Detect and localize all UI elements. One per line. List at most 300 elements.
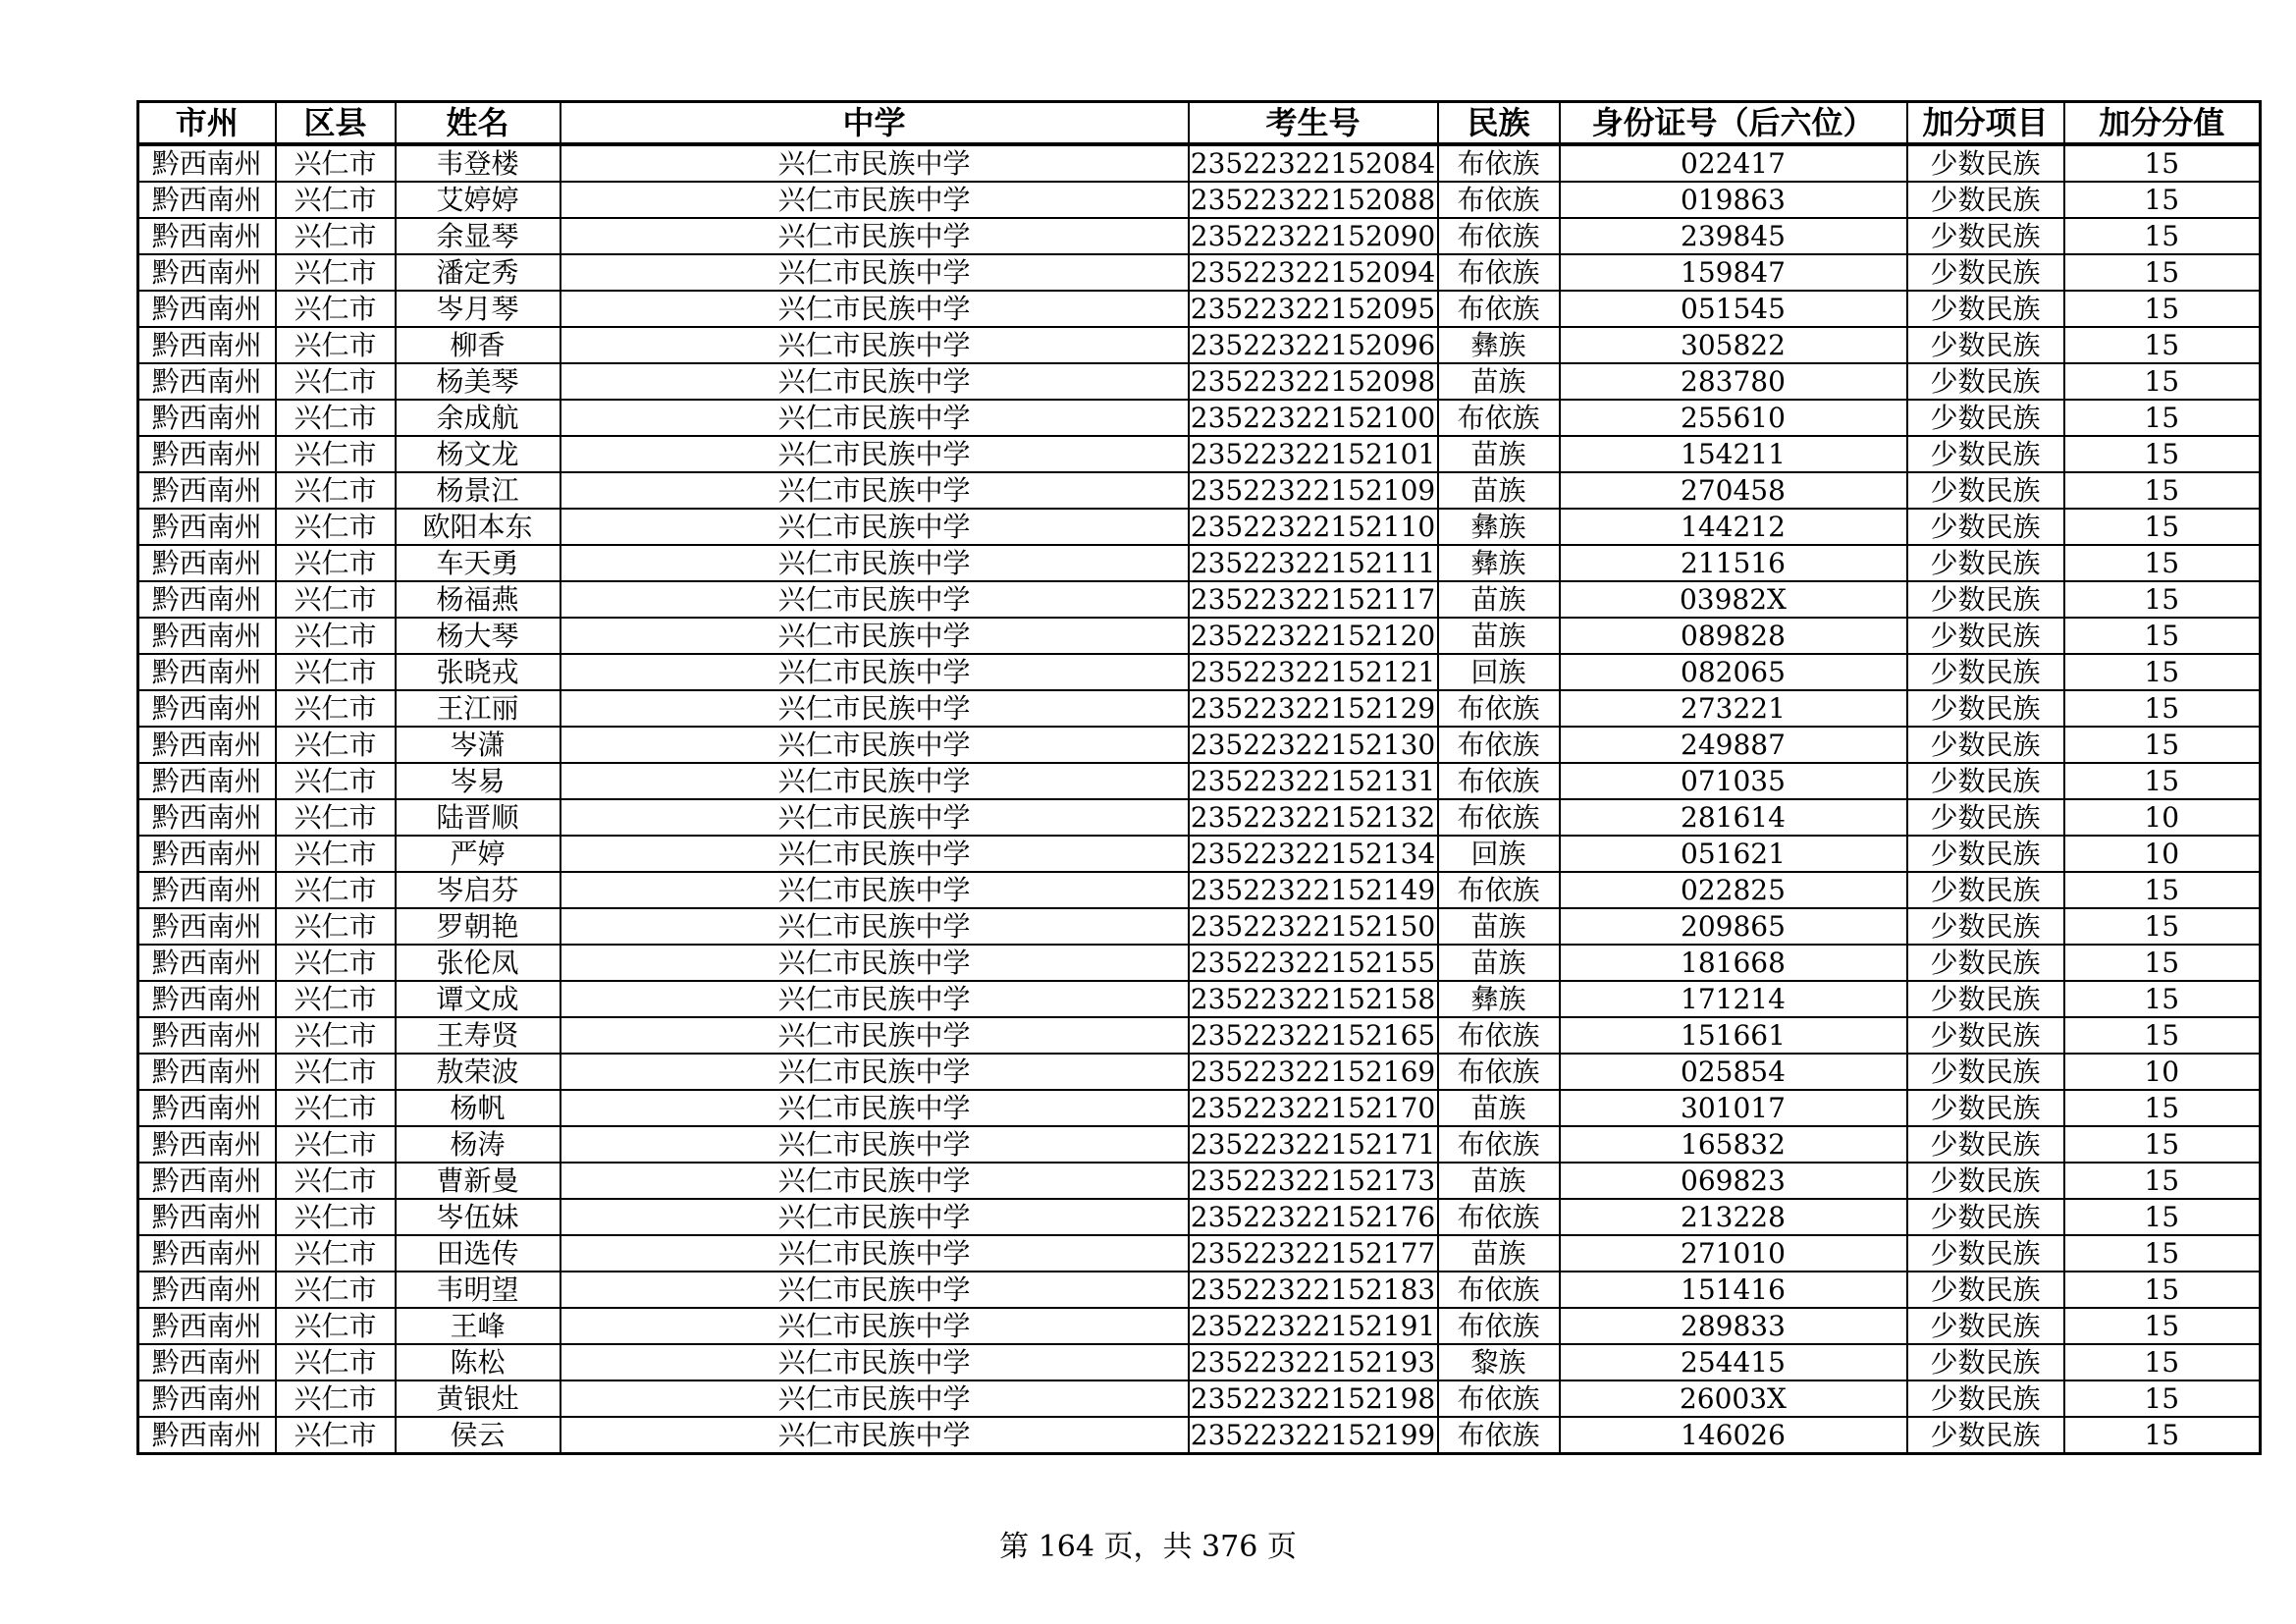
table-row <box>138 727 2261 763</box>
cell-ethnicity: 苗族 <box>1438 908 1560 945</box>
cell-ethnicity: 彝族 <box>1438 545 1560 581</box>
cell-school: 兴仁市民族中学 <box>561 1199 1189 1235</box>
cell-bonus-points: 15 <box>2064 981 2261 1017</box>
cell-district: 兴仁市 <box>276 799 396 836</box>
cell-bonus-item: 少数民族 <box>1907 581 2064 618</box>
cell-ethnicity: 布依族 <box>1438 291 1560 327</box>
cell-name: 黄银灶 <box>396 1380 561 1417</box>
cell-exam-number: 23522322152158 <box>1189 981 1438 1017</box>
cell-school: 兴仁市民族中学 <box>561 400 1189 436</box>
cell-district: 兴仁市 <box>276 182 396 218</box>
cell-city: 黔西南州 <box>138 472 276 509</box>
cell-exam-number: 23522322152165 <box>1189 1017 1438 1054</box>
cell-school: 兴仁市民族中学 <box>561 1380 1189 1417</box>
cell-bonus-points: 15 <box>2064 1380 2261 1417</box>
cell-exam-number: 23522322152101 <box>1189 436 1438 472</box>
cell-district: 兴仁市 <box>276 327 396 363</box>
cell-city: 黔西南州 <box>138 545 276 581</box>
cell-ethnicity: 布依族 <box>1438 1199 1560 1235</box>
cell-id-last-six: 022825 <box>1560 872 1907 908</box>
header-id-last-six: 身份证号（后六位） <box>1560 102 1907 145</box>
cell-ethnicity: 回族 <box>1438 836 1560 872</box>
cell-bonus-item: 少数民族 <box>1907 836 2064 872</box>
cell-name: 岑月琴 <box>396 291 561 327</box>
cell-name: 杨帆 <box>396 1090 561 1126</box>
table-row <box>138 291 2261 327</box>
cell-school: 兴仁市民族中学 <box>561 763 1189 799</box>
cell-name: 王江丽 <box>396 690 561 727</box>
cell-school: 兴仁市民族中学 <box>561 327 1189 363</box>
cell-district: 兴仁市 <box>276 654 396 690</box>
table-row <box>138 1163 2261 1199</box>
cell-ethnicity: 布依族 <box>1438 872 1560 908</box>
table-row <box>138 581 2261 618</box>
cell-id-last-six: 171214 <box>1560 981 1907 1017</box>
cell-city: 黔西南州 <box>138 618 276 654</box>
cell-ethnicity: 布依族 <box>1438 1417 1560 1454</box>
cell-district: 兴仁市 <box>276 363 396 400</box>
cell-bonus-item: 少数民族 <box>1907 218 2064 254</box>
cell-city: 黔西南州 <box>138 1344 276 1380</box>
cell-district: 兴仁市 <box>276 836 396 872</box>
cell-district: 兴仁市 <box>276 618 396 654</box>
cell-id-last-six: 154211 <box>1560 436 1907 472</box>
cell-school: 兴仁市民族中学 <box>561 1417 1189 1454</box>
cell-bonus-item: 少数民族 <box>1907 327 2064 363</box>
cell-name: 岑易 <box>396 763 561 799</box>
bonus-points-table <box>136 100 2262 1455</box>
header-school: 中学 <box>561 102 1189 145</box>
cell-ethnicity: 苗族 <box>1438 1163 1560 1199</box>
cell-school: 兴仁市民族中学 <box>561 218 1189 254</box>
cell-ethnicity: 黎族 <box>1438 1344 1560 1380</box>
cell-bonus-item: 少数民族 <box>1907 1380 2064 1417</box>
table-body <box>138 144 2261 1454</box>
cell-name: 艾婷婷 <box>396 182 561 218</box>
cell-bonus-item: 少数民族 <box>1907 1017 2064 1054</box>
cell-city: 黔西南州 <box>138 509 276 545</box>
cell-city: 黔西南州 <box>138 727 276 763</box>
cell-exam-number: 23522322152198 <box>1189 1380 1438 1417</box>
cell-bonus-item: 少数民族 <box>1907 472 2064 509</box>
cell-exam-number: 23522322152121 <box>1189 654 1438 690</box>
cell-name: 杨大琴 <box>396 618 561 654</box>
cell-bonus-item: 少数民族 <box>1907 1199 2064 1235</box>
cell-ethnicity: 布依族 <box>1438 254 1560 291</box>
table-row <box>138 690 2261 727</box>
cell-school: 兴仁市民族中学 <box>561 144 1189 182</box>
cell-district: 兴仁市 <box>276 1126 396 1163</box>
cell-exam-number: 23522322152155 <box>1189 945 1438 981</box>
cell-city: 黔西南州 <box>138 799 276 836</box>
cell-id-last-six: 283780 <box>1560 363 1907 400</box>
cell-district: 兴仁市 <box>276 1272 396 1308</box>
cell-city: 黔西南州 <box>138 836 276 872</box>
cell-district: 兴仁市 <box>276 1054 396 1090</box>
header-name: 姓名 <box>396 102 561 145</box>
table-row <box>138 472 2261 509</box>
cell-exam-number: 23522322152177 <box>1189 1235 1438 1272</box>
cell-bonus-points: 15 <box>2064 472 2261 509</box>
cell-bonus-item: 少数民族 <box>1907 254 2064 291</box>
cell-city: 黔西南州 <box>138 1163 276 1199</box>
cell-school: 兴仁市民族中学 <box>561 182 1189 218</box>
cell-bonus-item: 少数民族 <box>1907 509 2064 545</box>
table-row <box>138 1199 2261 1235</box>
cell-name: 敖荣波 <box>396 1054 561 1090</box>
cell-name: 曹新曼 <box>396 1163 561 1199</box>
cell-school: 兴仁市民族中学 <box>561 254 1189 291</box>
table-row <box>138 1126 2261 1163</box>
cell-city: 黔西南州 <box>138 327 276 363</box>
cell-bonus-points: 15 <box>2064 872 2261 908</box>
cell-bonus-item: 少数民族 <box>1907 727 2064 763</box>
table-row <box>138 981 2261 1017</box>
cell-city: 黔西南州 <box>138 400 276 436</box>
cell-bonus-points: 15 <box>2064 182 2261 218</box>
table-row <box>138 1272 2261 1308</box>
cell-city: 黔西南州 <box>138 144 276 182</box>
cell-district: 兴仁市 <box>276 1199 396 1235</box>
cell-school: 兴仁市民族中学 <box>561 1090 1189 1126</box>
cell-name: 陈松 <box>396 1344 561 1380</box>
cell-city: 黔西南州 <box>138 1017 276 1054</box>
cell-city: 黔西南州 <box>138 1308 276 1344</box>
table-row <box>138 1380 2261 1417</box>
cell-bonus-item: 少数民族 <box>1907 763 2064 799</box>
cell-school: 兴仁市民族中学 <box>561 436 1189 472</box>
cell-id-last-six: 051621 <box>1560 836 1907 872</box>
cell-id-last-six: 249887 <box>1560 727 1907 763</box>
cell-school: 兴仁市民族中学 <box>561 1054 1189 1090</box>
cell-id-last-six: 271010 <box>1560 1235 1907 1272</box>
cell-id-last-six: 26003X <box>1560 1380 1907 1417</box>
cell-district: 兴仁市 <box>276 1235 396 1272</box>
cell-city: 黔西南州 <box>138 182 276 218</box>
cell-name: 张伦凤 <box>396 945 561 981</box>
cell-exam-number: 23522322152098 <box>1189 363 1438 400</box>
cell-bonus-points: 15 <box>2064 254 2261 291</box>
cell-id-last-six: 151661 <box>1560 1017 1907 1054</box>
cell-bonus-points: 15 <box>2064 908 2261 945</box>
cell-id-last-six: 019863 <box>1560 182 1907 218</box>
cell-name: 陆晋顺 <box>396 799 561 836</box>
cell-city: 黔西南州 <box>138 1090 276 1126</box>
cell-ethnicity: 布依族 <box>1438 1380 1560 1417</box>
cell-bonus-points: 15 <box>2064 1017 2261 1054</box>
cell-bonus-item: 少数民族 <box>1907 690 2064 727</box>
cell-exam-number: 23522322152134 <box>1189 836 1438 872</box>
cell-exam-number: 23522322152149 <box>1189 872 1438 908</box>
cell-id-last-six: 144212 <box>1560 509 1907 545</box>
cell-bonus-item: 少数民族 <box>1907 799 2064 836</box>
cell-ethnicity: 彝族 <box>1438 981 1560 1017</box>
cell-exam-number: 23522322152191 <box>1189 1308 1438 1344</box>
cell-exam-number: 23522322152176 <box>1189 1199 1438 1235</box>
cell-district: 兴仁市 <box>276 581 396 618</box>
cell-bonus-item: 少数民族 <box>1907 1235 2064 1272</box>
header-ethnicity: 民族 <box>1438 102 1560 145</box>
cell-bonus-item: 少数民族 <box>1907 363 2064 400</box>
table-row <box>138 363 2261 400</box>
cell-exam-number: 23522322152183 <box>1189 1272 1438 1308</box>
cell-name: 杨福燕 <box>396 581 561 618</box>
cell-name: 王寿贤 <box>396 1017 561 1054</box>
cell-school: 兴仁市民族中学 <box>561 799 1189 836</box>
cell-district: 兴仁市 <box>276 436 396 472</box>
cell-district: 兴仁市 <box>276 1417 396 1454</box>
cell-exam-number: 23522322152110 <box>1189 509 1438 545</box>
cell-exam-number: 23522322152094 <box>1189 254 1438 291</box>
cell-school: 兴仁市民族中学 <box>561 1017 1189 1054</box>
cell-bonus-points: 15 <box>2064 1417 2261 1454</box>
cell-bonus-points: 15 <box>2064 1272 2261 1308</box>
cell-id-last-six: 305822 <box>1560 327 1907 363</box>
cell-ethnicity: 布依族 <box>1438 1017 1560 1054</box>
cell-city: 黔西南州 <box>138 908 276 945</box>
cell-bonus-item: 少数民族 <box>1907 436 2064 472</box>
cell-id-last-six: 069823 <box>1560 1163 1907 1199</box>
cell-school: 兴仁市民族中学 <box>561 727 1189 763</box>
cell-id-last-six: 209865 <box>1560 908 1907 945</box>
cell-id-last-six: 289833 <box>1560 1308 1907 1344</box>
cell-exam-number: 23522322152120 <box>1189 618 1438 654</box>
cell-exam-number: 23522322152169 <box>1189 1054 1438 1090</box>
cell-exam-number: 23522322152130 <box>1189 727 1438 763</box>
cell-city: 黔西南州 <box>138 981 276 1017</box>
cell-exam-number: 23522322152171 <box>1189 1126 1438 1163</box>
cell-name: 岑潇 <box>396 727 561 763</box>
cell-bonus-item: 少数民族 <box>1907 182 2064 218</box>
cell-bonus-points: 15 <box>2064 1308 2261 1344</box>
table-row <box>138 182 2261 218</box>
cell-ethnicity: 布依族 <box>1438 1054 1560 1090</box>
cell-ethnicity: 布依族 <box>1438 218 1560 254</box>
cell-district: 兴仁市 <box>276 509 396 545</box>
cell-name: 田选传 <box>396 1235 561 1272</box>
cell-ethnicity: 布依族 <box>1438 400 1560 436</box>
cell-district: 兴仁市 <box>276 545 396 581</box>
cell-bonus-item: 少数民族 <box>1907 872 2064 908</box>
table-row <box>138 400 2261 436</box>
table-row <box>138 1054 2261 1090</box>
cell-exam-number: 23522322152132 <box>1189 799 1438 836</box>
cell-city: 黔西南州 <box>138 254 276 291</box>
cell-id-last-six: 022417 <box>1560 144 1907 182</box>
cell-bonus-item: 少数民族 <box>1907 1090 2064 1126</box>
cell-exam-number: 23522322152131 <box>1189 763 1438 799</box>
cell-district: 兴仁市 <box>276 291 396 327</box>
cell-district: 兴仁市 <box>276 763 396 799</box>
table-row <box>138 436 2261 472</box>
cell-bonus-points: 15 <box>2064 618 2261 654</box>
table-row <box>138 618 2261 654</box>
cell-bonus-item: 少数民族 <box>1907 1054 2064 1090</box>
cell-bonus-points: 15 <box>2064 581 2261 618</box>
cell-district: 兴仁市 <box>276 981 396 1017</box>
cell-bonus-points: 15 <box>2064 509 2261 545</box>
cell-ethnicity: 布依族 <box>1438 690 1560 727</box>
cell-school: 兴仁市民族中学 <box>561 509 1189 545</box>
table-row <box>138 763 2261 799</box>
cell-ethnicity: 苗族 <box>1438 945 1560 981</box>
cell-district: 兴仁市 <box>276 254 396 291</box>
table-row <box>138 1344 2261 1380</box>
header-bonus-item: 加分项目 <box>1907 102 2064 145</box>
cell-district: 兴仁市 <box>276 400 396 436</box>
header-exam-number: 考生号 <box>1189 102 1438 145</box>
cell-school: 兴仁市民族中学 <box>561 1163 1189 1199</box>
cell-bonus-item: 少数民族 <box>1907 654 2064 690</box>
cell-school: 兴仁市民族中学 <box>561 363 1189 400</box>
cell-bonus-item: 少数民族 <box>1907 400 2064 436</box>
cell-name: 侯云 <box>396 1417 561 1454</box>
cell-school: 兴仁市民族中学 <box>561 690 1189 727</box>
cell-city: 黔西南州 <box>138 291 276 327</box>
cell-id-last-six: 025854 <box>1560 1054 1907 1090</box>
cell-ethnicity: 布依族 <box>1438 763 1560 799</box>
cell-name: 车天勇 <box>396 545 561 581</box>
cell-name: 柳香 <box>396 327 561 363</box>
table-row <box>138 327 2261 363</box>
table-row <box>138 872 2261 908</box>
cell-id-last-six: 239845 <box>1560 218 1907 254</box>
cell-ethnicity: 布依族 <box>1438 1126 1560 1163</box>
cell-exam-number: 23522322152090 <box>1189 218 1438 254</box>
cell-name: 罗朝艳 <box>396 908 561 945</box>
cell-ethnicity: 苗族 <box>1438 581 1560 618</box>
cell-bonus-points: 15 <box>2064 218 2261 254</box>
cell-name: 韦登楼 <box>396 144 561 182</box>
cell-city: 黔西南州 <box>138 1272 276 1308</box>
cell-bonus-points: 15 <box>2064 327 2261 363</box>
cell-ethnicity: 回族 <box>1438 654 1560 690</box>
cell-district: 兴仁市 <box>276 1017 396 1054</box>
cell-id-last-six: 270458 <box>1560 472 1907 509</box>
cell-school: 兴仁市民族中学 <box>561 1235 1189 1272</box>
cell-bonus-points: 15 <box>2064 1344 2261 1380</box>
cell-id-last-six: 146026 <box>1560 1417 1907 1454</box>
cell-bonus-item: 少数民族 <box>1907 1344 2064 1380</box>
table-row <box>138 1308 2261 1344</box>
cell-city: 黔西南州 <box>138 690 276 727</box>
cell-school: 兴仁市民族中学 <box>561 836 1189 872</box>
cell-id-last-six: 082065 <box>1560 654 1907 690</box>
cell-name: 张晓戎 <box>396 654 561 690</box>
cell-ethnicity: 苗族 <box>1438 472 1560 509</box>
table-row <box>138 144 2261 182</box>
table-row <box>138 1090 2261 1126</box>
cell-name: 岑伍妹 <box>396 1199 561 1235</box>
cell-bonus-points: 15 <box>2064 1163 2261 1199</box>
cell-city: 黔西南州 <box>138 436 276 472</box>
cell-id-last-six: 211516 <box>1560 545 1907 581</box>
cell-name: 欧阳本东 <box>396 509 561 545</box>
cell-school: 兴仁市民族中学 <box>561 1308 1189 1344</box>
cell-id-last-six: 151416 <box>1560 1272 1907 1308</box>
cell-city: 黔西南州 <box>138 1235 276 1272</box>
cell-city: 黔西南州 <box>138 763 276 799</box>
cell-school: 兴仁市民族中学 <box>561 654 1189 690</box>
cell-exam-number: 23522322152170 <box>1189 1090 1438 1126</box>
cell-district: 兴仁市 <box>276 218 396 254</box>
table-row <box>138 545 2261 581</box>
cell-city: 黔西南州 <box>138 1380 276 1417</box>
cell-ethnicity: 苗族 <box>1438 363 1560 400</box>
cell-id-last-six: 165832 <box>1560 1126 1907 1163</box>
cell-name: 余成航 <box>396 400 561 436</box>
table-row <box>138 1235 2261 1272</box>
cell-name: 余显琴 <box>396 218 561 254</box>
cell-exam-number: 23522322152117 <box>1189 581 1438 618</box>
cell-id-last-six: 301017 <box>1560 1090 1907 1126</box>
cell-bonus-points: 15 <box>2064 763 2261 799</box>
header-bonus-points: 加分分值 <box>2064 102 2261 145</box>
cell-id-last-six: 071035 <box>1560 763 1907 799</box>
cell-exam-number: 23522322152193 <box>1189 1344 1438 1380</box>
table-row <box>138 509 2261 545</box>
cell-district: 兴仁市 <box>276 908 396 945</box>
cell-school: 兴仁市民族中学 <box>561 872 1189 908</box>
cell-id-last-six: 273221 <box>1560 690 1907 727</box>
cell-name: 韦明望 <box>396 1272 561 1308</box>
cell-district: 兴仁市 <box>276 1163 396 1199</box>
cell-bonus-item: 少数民族 <box>1907 1126 2064 1163</box>
header-city: 市州 <box>138 102 276 145</box>
cell-school: 兴仁市民族中学 <box>561 472 1189 509</box>
cell-district: 兴仁市 <box>276 945 396 981</box>
cell-name: 杨景江 <box>396 472 561 509</box>
cell-school: 兴仁市民族中学 <box>561 618 1189 654</box>
cell-city: 黔西南州 <box>138 1417 276 1454</box>
cell-school: 兴仁市民族中学 <box>561 545 1189 581</box>
cell-exam-number: 23522322152084 <box>1189 144 1438 182</box>
cell-bonus-points: 15 <box>2064 654 2261 690</box>
cell-bonus-item: 少数民族 <box>1907 144 2064 182</box>
cell-school: 兴仁市民族中学 <box>561 1272 1189 1308</box>
cell-ethnicity: 布依族 <box>1438 182 1560 218</box>
cell-bonus-points: 15 <box>2064 727 2261 763</box>
cell-ethnicity: 苗族 <box>1438 1090 1560 1126</box>
table-row <box>138 945 2261 981</box>
cell-school: 兴仁市民族中学 <box>561 1126 1189 1163</box>
cell-bonus-item: 少数民族 <box>1907 1308 2064 1344</box>
cell-bonus-item: 少数民族 <box>1907 908 2064 945</box>
cell-bonus-points: 15 <box>2064 945 2261 981</box>
cell-ethnicity: 苗族 <box>1438 1235 1560 1272</box>
cell-district: 兴仁市 <box>276 472 396 509</box>
cell-district: 兴仁市 <box>276 144 396 182</box>
cell-id-last-six: 213228 <box>1560 1199 1907 1235</box>
cell-school: 兴仁市民族中学 <box>561 1344 1189 1380</box>
cell-city: 黔西南州 <box>138 363 276 400</box>
cell-bonus-points: 15 <box>2064 291 2261 327</box>
cell-district: 兴仁市 <box>276 1344 396 1380</box>
cell-name: 谭文成 <box>396 981 561 1017</box>
table-row <box>138 654 2261 690</box>
table-header-row <box>138 102 2261 145</box>
cell-exam-number: 23522322152088 <box>1189 182 1438 218</box>
cell-id-last-six: 03982X <box>1560 581 1907 618</box>
table-row <box>138 799 2261 836</box>
cell-bonus-points: 15 <box>2064 400 2261 436</box>
table-row <box>138 836 2261 872</box>
cell-id-last-six: 089828 <box>1560 618 1907 654</box>
cell-bonus-points: 15 <box>2064 1090 2261 1126</box>
table-row <box>138 1417 2261 1454</box>
cell-ethnicity: 布依族 <box>1438 144 1560 182</box>
cell-ethnicity: 布依族 <box>1438 727 1560 763</box>
